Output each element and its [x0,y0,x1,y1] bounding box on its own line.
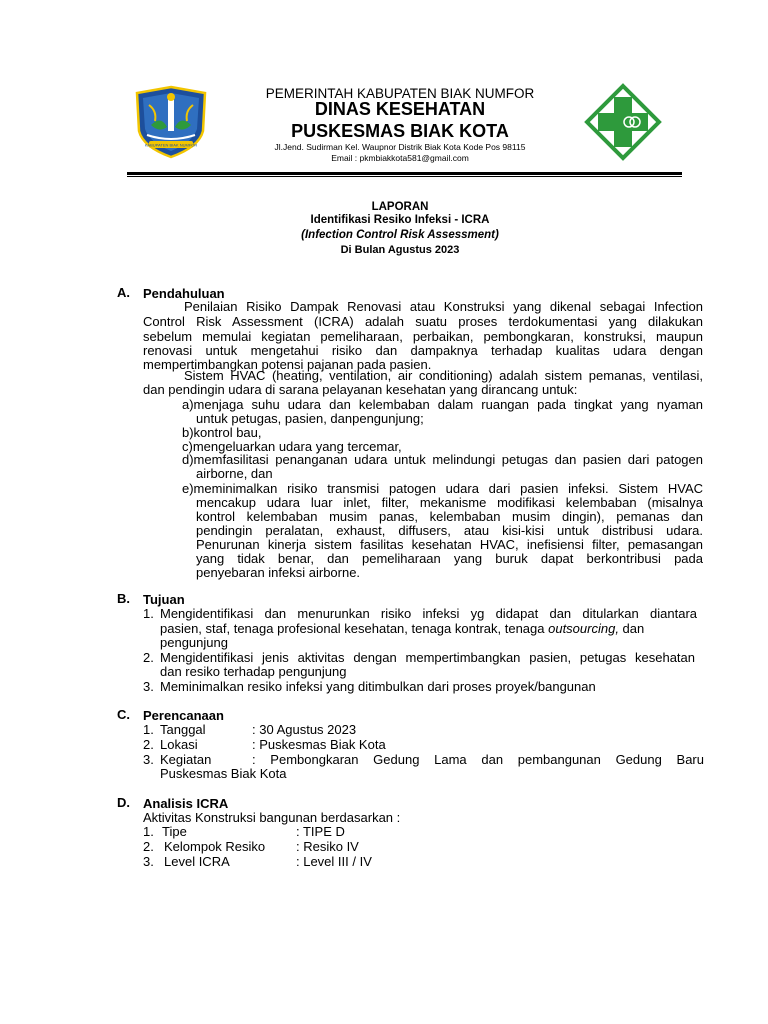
section-c-heading: Perencanaan [143,708,224,723]
list-number: 2. [143,737,154,752]
list-item-cont: penyebaran infeksi airborne. [196,565,361,580]
list-item-cont: pengunjung [160,635,228,650]
list-item-cont: airborne, dan [196,466,273,481]
analysis-label: Kelompok Resiko [164,839,266,854]
report-subtitle: Identifikasi Resiko Infeksi - ICRA [310,214,490,226]
list-number: 1. [143,722,154,737]
analysis-label: Tipe [162,824,187,839]
list-item: c)mengeluarkan udara yang tercemar, [182,439,402,454]
report-period: Di Bulan Agustus 2023 [340,244,460,256]
list-number: 3. [143,752,154,767]
list-item-cont: pasien, staf, tenaga profesional kesehatan, tenaga kontrak, tenaga outsourcing, dan [160,621,645,636]
agency-name: DINAS KESEHATAN [314,99,486,119]
government-name: PEMERINTAH KABUPATEN BIAK NUMFOR [265,86,535,101]
section-a-line: Penilaian Risiko Dampak Renovasi atau Konstruksi yang dikenal sebagai Infection [184,299,703,314]
plan-value: : Puskesmas Biak Kota [252,737,386,752]
report-title: LAPORAN [371,201,429,213]
list-item: Mengidentifikasi dan menurunkan risiko infeksi yg didapat dan ditularkan diantara [160,606,697,621]
section-b-letter: B. [117,591,130,606]
section-a-letter: A. [117,285,130,300]
list-number: 1. [143,606,154,621]
list-item-cont: yang tidak benar, dan pemeliharaan yang buruk dapat berkontribusi pada [196,551,703,566]
analysis-label: Level ICRA [164,854,230,869]
analysis-value: : TIPE D [296,824,345,839]
section-a-line: dan pendingin udara di sarana pelayanan kesehatan yang dirancang untuk: [143,382,578,397]
list-number: 2. [143,839,154,854]
report-subtitle-english: (Infection Control Risk Assessment) [301,229,499,241]
emblem-banner-text: KABUPATEN BIAK NUMFOR [144,142,198,148]
address-line: Jl.Jend. Sudirman Kel. Waupnor Distrik Biak Kota Kode Pos 98115 [274,142,526,152]
list-item-cont: Penurunan kinerja sistem fasilitas kesehatan HVAC, inefisiensi filter, pemasangan [196,537,703,552]
plan-label: Lokasi [160,737,198,752]
list-item-cont: kontrol kelembaban musim panas, kelembaban musim dingin), pemanas dan [196,509,703,524]
section-b-heading: Tujuan [143,592,185,607]
list-item-cont: pendingin peralatan, exhaust, diffusers, atau kisi-kisi untuk distribusi udara. [196,523,703,538]
header-divider-thick [127,172,682,175]
unit-name: PUSKESMAS BIAK KOTA [291,121,509,141]
list-item: a)menjaga suhu udara dan kelembaban dalam ruangan pada tingkat yang nyaman [182,397,703,412]
list-item: d)memfasilitasi penanganan udara untuk melindungi petugas dan pasien dari patogen [182,452,703,467]
analysis-value: : Resiko IV [296,839,359,854]
list-number: 3. [143,854,154,869]
list-item: e)meminimalkan risiko transmisi patogen udara dari pasien infeksi. Sistem HVAC [182,481,703,496]
plan-value: : Pembongkaran Gedung Lama dan pembangunan Gedung Baru [252,752,704,767]
regency-emblem-logo [133,85,209,159]
list-item-cont: untuk petugas, pasien, danpengunjung; [196,411,424,426]
section-a-line: Sistem HVAC (heating, ventilation, air conditioning) adalah sistem pemanas, ventilasi, [184,368,703,383]
analysis-intro: Aktivitas Konstruksi bangunan berdasarkan : [143,810,401,825]
email-line: Email : pkmbiakkota581@gmail.com [331,153,469,163]
header-divider-thin [127,176,682,177]
section-a-line: renovasi untuk mengetahui risiko dan dampaknya terhadap kualitas udara dengan [143,343,703,358]
plan-label: Tanggal [160,722,206,737]
plan-value-cont: Puskesmas Biak Kota [160,766,287,781]
section-a-line: mempertimbangkan potensi pajanan pada pasien. [143,357,432,372]
list-item: b)kontrol bau, [182,425,262,440]
list-item: Meminimalkan resiko infeksi yang ditimbulkan dari proses proyek/bangunan [160,679,596,694]
section-a-heading: Pendahuluan [143,286,225,301]
puskesmas-cross-logo [584,83,662,161]
plan-value: : 30 Agustus 2023 [252,722,357,737]
section-d-heading: Analisis ICRA [143,796,229,811]
list-item: Mengidentifikasi jenis aktivitas dengan mempertimbangkan pasien, petugas kesehatan [160,650,695,665]
section-c-letter: C. [117,707,130,722]
plan-label: Kegiatan [160,752,212,767]
list-number: 2. [143,650,154,665]
list-item-cont: mencakup udara luar inlet, filter, mekanisme modifikasi kelembaban (misalnya [196,495,703,510]
list-item-cont: dan resiko terhadap pengunjung [160,664,347,679]
list-number: 1. [143,824,154,839]
list-number: 3. [143,679,154,694]
section-d-letter: D. [117,795,130,810]
section-a-line: Control Risk Assessment (ICRA) adalah suatu proses terdokumentasi yang dilakukan [143,314,703,329]
analysis-value: : Level III / IV [296,854,372,869]
section-a-line: sebelum memulai kegiatan pemeliharaan, perbaikan, pembongkaran, konstruksi, maupun [143,329,703,344]
